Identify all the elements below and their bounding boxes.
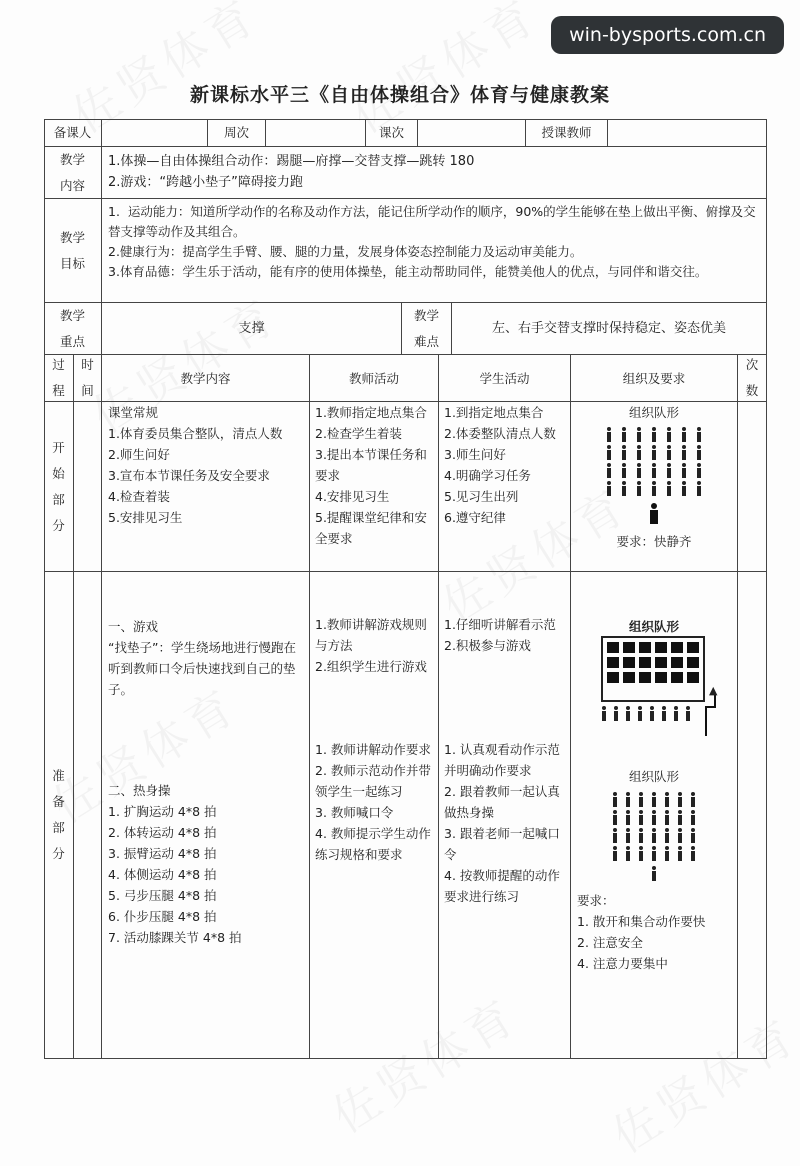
student-icon — [637, 706, 643, 722]
start-section-label: 开始部分 — [44, 402, 74, 572]
start-student-line: 4.明确学习任务 — [444, 468, 531, 483]
student-icon — [681, 463, 687, 479]
student-icon — [606, 427, 612, 443]
mat-icon — [607, 672, 619, 683]
game-description: “找垫子”：学生绕场地进行慢跑在听到教师口令后快速找到自己的垫子。 — [108, 640, 296, 697]
student-icon — [621, 445, 627, 461]
student-icon — [601, 706, 607, 722]
week-label: 周次 — [208, 119, 266, 147]
preparer-value — [102, 119, 208, 147]
start-content-line: 2.师生问好 — [108, 447, 170, 462]
student-icon — [677, 792, 683, 808]
mat-icon — [687, 657, 699, 668]
prep-organization — [571, 572, 738, 1059]
start-student-line: 5.见习生出列 — [444, 489, 519, 504]
warmup-formation-diagram — [571, 790, 737, 882]
mat-icon — [687, 672, 699, 683]
game-teacher-line: 1.教师讲解游戏规则与方法 — [315, 617, 427, 653]
start-content-line: 1.体育委员集合整队，清点人数 — [108, 426, 283, 441]
mat-icon — [623, 657, 635, 668]
start-content-line: 3.宣布本节课任务及安全要求 — [108, 468, 270, 483]
game-student — [444, 614, 565, 656]
start-student-line: 6.遵守纪律 — [444, 510, 506, 525]
requirement-line: 2. 注意安全 — [577, 935, 643, 950]
teacher-icon — [649, 503, 659, 525]
prep-count — [738, 572, 767, 1059]
game-content — [108, 616, 303, 700]
student-icon — [638, 828, 644, 844]
student-icon — [625, 810, 631, 826]
start-teacher-line: 3.提出本节课任务和要求 — [315, 447, 427, 483]
student-icon — [664, 792, 670, 808]
student-icon — [690, 846, 696, 862]
key-point-label: 教学重点 — [44, 303, 102, 355]
student-icon — [636, 445, 642, 461]
teacher-icon — [651, 866, 657, 882]
warmup-heading: 二、热身操 — [108, 783, 171, 798]
mat-icon — [639, 657, 651, 668]
mat-icon — [623, 672, 635, 683]
difficulty-label: 教学难点 — [402, 303, 452, 355]
mat-icon — [687, 642, 699, 653]
student-icon — [651, 792, 657, 808]
student-icon — [625, 706, 631, 722]
content-line: 2.游戏：“跨越小垫子”障碍接力跑 — [108, 175, 303, 190]
mat-icon — [655, 672, 667, 683]
student-icon — [696, 481, 702, 497]
student-icon — [606, 463, 612, 479]
warmup-teacher-line: 4. 教师提示学生动作练习规格和要求 — [315, 826, 431, 862]
student-icon — [677, 828, 683, 844]
start-content — [102, 402, 310, 572]
start-organization — [571, 402, 738, 572]
student-icon — [621, 427, 627, 443]
student-icon — [651, 427, 657, 443]
mat-icon — [671, 642, 683, 653]
student-icon — [625, 846, 631, 862]
warmup-teacher-line: 3. 教师喊口令 — [315, 805, 394, 820]
difficulty-value: 左、右手交替支撑时保持稳定、姿态优美 — [452, 303, 767, 355]
start-content-line: 5.安排见习生 — [108, 510, 183, 525]
student-icon — [666, 481, 672, 497]
student-icon — [664, 828, 670, 844]
warmup-content — [108, 780, 303, 948]
student-icon — [673, 706, 679, 722]
formation-requirement: 要求：快静齐 — [616, 534, 692, 549]
student-icon — [690, 828, 696, 844]
arrow-up-icon: ▲ — [709, 684, 718, 697]
col-time: 时间 — [74, 355, 102, 402]
page-title: 新课标水平三《自由体操组合》体育与健康教案 — [189, 84, 610, 106]
start-content-line: 课堂常规 — [108, 405, 159, 420]
student-icon — [651, 445, 657, 461]
student-icon — [612, 792, 618, 808]
prep-content — [102, 572, 310, 1059]
start-student — [439, 402, 571, 572]
student-icon — [606, 445, 612, 461]
mat-icon — [607, 642, 619, 653]
student-icon — [625, 828, 631, 844]
student-icon — [651, 846, 657, 862]
warmup-student — [444, 739, 565, 907]
mat-icon — [623, 642, 635, 653]
student-icon — [690, 792, 696, 808]
student-icon — [664, 846, 670, 862]
content-line: 1.体操—自由体操组合动作：踢腿—府撑—交替支撑—跳转 180 — [108, 154, 475, 169]
formation-title: 组织队形 — [628, 405, 679, 420]
mat-area — [601, 636, 705, 702]
game-student-line: 2.积极参与游戏 — [444, 638, 531, 653]
col-content: 教学内容 — [102, 355, 310, 402]
start-teacher-line: 4.安排见习生 — [315, 489, 390, 504]
mat-icon — [639, 672, 651, 683]
col-count: 次数 — [738, 355, 767, 402]
mat-icon — [655, 657, 667, 668]
game-heading: 一、游戏 — [108, 619, 159, 634]
student-icon — [681, 445, 687, 461]
student-icon — [638, 810, 644, 826]
student-icon — [677, 810, 683, 826]
requirement-line: 4. 注意力要集中 — [577, 956, 668, 971]
mat-icon — [639, 642, 651, 653]
student-icon — [696, 427, 702, 443]
preparer-label: 备课人 — [44, 119, 102, 147]
content-value — [102, 147, 767, 199]
warmup-student-line: 4. 按教师提醒的动作要求进行练习 — [444, 868, 560, 904]
student-icon — [621, 463, 627, 479]
start-teacher-line: 5.提醒课堂纪律和安全要求 — [315, 510, 427, 546]
student-icon — [690, 810, 696, 826]
mat-icon — [671, 672, 683, 683]
requirement-line: 1. 散开和集合动作要快 — [577, 914, 706, 929]
running-students — [601, 704, 711, 724]
col-student: 学生活动 — [439, 355, 571, 402]
teacher-value — [608, 119, 767, 147]
student-icon — [666, 427, 672, 443]
warmup-line: 4. 体侧运动 4*8 拍 — [108, 867, 217, 882]
student-icon — [664, 810, 670, 826]
start-section-time — [74, 402, 102, 572]
mat-icon — [655, 642, 667, 653]
student-icon — [606, 481, 612, 497]
col-teacher: 教师活动 — [310, 355, 439, 402]
prep-teacher — [310, 572, 439, 1059]
student-icon — [661, 706, 667, 722]
student-icon — [636, 463, 642, 479]
lesson-value — [418, 119, 526, 147]
warmup-line: 2. 体转运动 4*8 拍 — [108, 825, 217, 840]
goal-line: 1. 运动能力：知道所学动作的名称及动作方法，能记住所学动作的顺序，90%的学生能够在垫上做出平衡、俯撑及交替支撑等动作及其组合。 — [108, 204, 756, 239]
student-icon — [649, 706, 655, 722]
col-organization: 组织及要求 — [571, 355, 738, 402]
student-icon — [636, 427, 642, 443]
game-teacher — [315, 614, 433, 677]
student-icon — [651, 810, 657, 826]
goals-value — [102, 199, 767, 303]
teacher-label: 授课教师 — [526, 119, 608, 147]
start-teacher — [310, 402, 439, 572]
lesson-label: 课次 — [366, 119, 418, 147]
start-teacher-line: 1.教师指定地点集合 — [315, 405, 427, 420]
student-icon — [681, 481, 687, 497]
student-icon — [685, 706, 691, 722]
warmup-line: 5. 弓步压腿 4*8 拍 — [108, 888, 217, 903]
student-icon — [613, 706, 619, 722]
warmup-teacher — [315, 739, 433, 865]
prep-section-time — [74, 572, 102, 1059]
game-student-line: 1.仔细听讲解看示范 — [444, 617, 556, 632]
warmup-student-line: 3. 跟着老师一起喊口令 — [444, 826, 560, 862]
warmup-line: 7. 活动膝踝关节 4*8 拍 — [108, 930, 242, 945]
warmup-student-line: 2. 跟着教师一起认真做热身操 — [444, 784, 560, 820]
warmup-student-line: 1. 认真观看动作示范并明确动作要求 — [444, 742, 560, 778]
start-content-line: 4.检查着装 — [108, 489, 170, 504]
prep-student — [439, 572, 571, 1059]
site-badge: win-bysports.com.cn — [551, 16, 784, 54]
game-teacher-line: 2.组织学生进行游戏 — [315, 659, 427, 674]
student-icon — [677, 846, 683, 862]
formation-diagram — [571, 427, 737, 525]
student-icon — [651, 828, 657, 844]
student-icon — [625, 792, 631, 808]
start-teacher-line: 2.检查学生着装 — [315, 426, 402, 441]
week-value — [266, 119, 366, 147]
mat-icon — [607, 657, 619, 668]
warmup-teacher-line: 1. 教师讲解动作要求 — [315, 742, 431, 757]
requirement-line: 要求： — [577, 893, 615, 908]
warmup-formation-title: 组织队形 — [628, 769, 679, 784]
warmup-requirements — [577, 890, 735, 974]
student-icon — [666, 445, 672, 461]
warmup-line: 6. 仆步压腿 4*8 拍 — [108, 909, 217, 924]
start-student-line: 1.到指定地点集合 — [444, 405, 544, 420]
student-icon — [651, 463, 657, 479]
student-icon — [651, 481, 657, 497]
student-icon — [612, 846, 618, 862]
student-icon — [696, 445, 702, 461]
warmup-teacher-line: 2. 教师示范动作并带领学生一起练习 — [315, 763, 431, 799]
warmup-line: 3. 振臂运动 4*8 拍 — [108, 846, 217, 861]
content-label: 教学内容 — [44, 147, 102, 199]
student-icon — [696, 463, 702, 479]
student-icon — [612, 810, 618, 826]
student-icon — [638, 846, 644, 862]
student-icon — [621, 481, 627, 497]
key-point-value: 支撑 — [102, 303, 402, 355]
student-icon — [636, 481, 642, 497]
student-icon — [638, 792, 644, 808]
game-formation-title: 组织队形 — [628, 619, 679, 634]
start-student-line: 3.师生问好 — [444, 447, 506, 462]
warmup-line: 1. 扩胸运动 4*8 拍 — [108, 804, 217, 819]
student-icon — [612, 828, 618, 844]
goal-line: 2.健康行为：提高学生手臂、腰、腿的力量，发展身体姿态控制能力及运动审美能力。 — [108, 244, 583, 259]
goal-line: 3.体育品德：学生乐于活动，能有序的使用体操垫，能主动帮助同伴，能赞美他人的优点，与同伴和谐交往。 — [108, 264, 708, 279]
start-student-line: 2.体委整队清点人数 — [444, 426, 556, 441]
prep-section-label: 准备部分 — [44, 572, 74, 1059]
col-process: 过程 — [44, 355, 74, 402]
student-icon — [681, 427, 687, 443]
goals-label: 教学目标 — [44, 199, 102, 303]
mat-icon — [671, 657, 683, 668]
run-path-line — [705, 706, 707, 736]
student-icon — [666, 463, 672, 479]
start-count — [738, 402, 767, 572]
